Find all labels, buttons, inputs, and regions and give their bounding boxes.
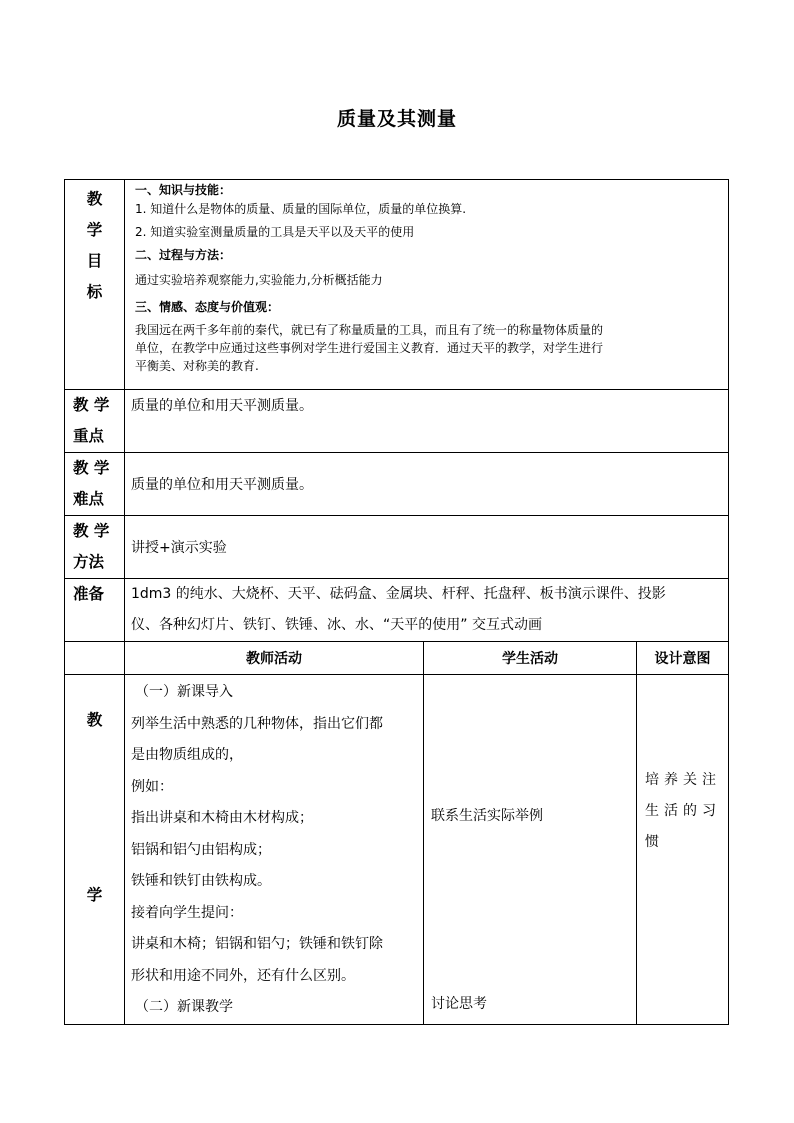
difficulties-row — [65, 453, 729, 516]
key-points-row — [65, 390, 729, 453]
knowledge-item-1: 1. 知道什么是物体的质量、质量的国际单位，质量的单位换算. — [135, 202, 467, 216]
design-intent: 培养关注生活的习惯 — [637, 675, 729, 1025]
student-activity — [424, 675, 637, 1025]
teacher-line: 讲桌和木椅；铝锅和铝勺；铁锤和铁钉除 — [131, 936, 383, 952]
label-line: 难点 — [73, 490, 105, 508]
attitude-line-1: 我国远在两千多年前的秦代，就已有了称量质量的工具，而且有了统一的称量物体质量的 — [135, 323, 604, 337]
objectives-label — [65, 180, 125, 390]
process-text: 通过实验培养观察能力,实验能力,分析概括能力 — [135, 273, 383, 287]
teacher-line: 铝锅和铝勺由铝构成； — [131, 841, 271, 858]
key-points-label — [65, 390, 125, 453]
difficulties-label — [65, 453, 125, 516]
teacher-line: 接着向学生提问： — [131, 904, 243, 921]
preparation-line-2: 仪、各种幻灯片、铁钉、铁锤、冰、水、“天平的使用” 交互式动画 — [131, 617, 542, 633]
difficulties-text: 质量的单位和用天平测质量。 — [125, 453, 729, 516]
activity-header-row — [65, 642, 729, 675]
student-item-1: 联系生活实际举例 — [431, 808, 543, 824]
teacher-line: 列举生活中熟悉的几种物体，指出它们都 — [131, 715, 383, 732]
page-title: 质量及其测量 — [336, 108, 457, 130]
teacher-line: 指出讲桌和木椅由木材构成； — [131, 810, 313, 826]
preparation-label: 准备 — [65, 579, 125, 642]
preparation-line-1: 1dm3 的纯水、大烧杯、天平、砝码盒、金属块、杆秤、托盘秤、板书演示课件、投影 — [131, 586, 666, 602]
label-char: 学 — [86, 886, 103, 904]
label-char: 教 — [86, 190, 103, 208]
teacher-line: 是由物质组成的， — [131, 747, 243, 763]
header-student: 学生活动 — [424, 642, 637, 675]
teacher-line: （二）新课教学 — [135, 999, 233, 1015]
objectives-content — [125, 180, 729, 390]
teacher-line: 例如： — [131, 778, 173, 795]
objectives-row — [65, 180, 729, 390]
label-char: 目 — [86, 252, 103, 270]
knowledge-heading: 一、知识与技能： — [135, 183, 232, 197]
method-row — [65, 516, 729, 579]
label-line: 教 学 — [73, 522, 110, 540]
label-line: 重点 — [73, 427, 105, 445]
header-empty — [65, 642, 125, 675]
teacher-line: 铁锤和铁钉由铁构成。 — [131, 873, 271, 889]
process-row — [65, 675, 729, 1025]
label-char: 学 — [86, 221, 103, 239]
label-line: 教 学 — [73, 396, 110, 414]
attitude-line-2: 单位，在教学中应通过这些事例对学生进行爱国主义教育．通过天平的教学，对学生进行 — [135, 341, 604, 355]
header-design: 设计意图 — [637, 642, 729, 675]
teacher-line: （一）新课导入 — [135, 684, 233, 700]
label-line: 教 学 — [73, 459, 110, 477]
key-points-text: 质量的单位和用天平测质量。 — [125, 390, 729, 453]
method-text: 讲授+演示实验 — [125, 516, 729, 579]
method-label — [65, 516, 125, 579]
attitude-heading: 三、情感、态度与价值观： — [135, 300, 280, 314]
attitude-line-3: 平衡美、对称美的教育. — [135, 359, 259, 373]
preparation-row — [65, 579, 729, 642]
label-char: 标 — [86, 283, 103, 301]
label-line: 方法 — [73, 553, 105, 571]
process-heading: 二、过程与方法： — [135, 248, 232, 262]
student-item-2: 讨论思考 — [431, 996, 487, 1012]
teacher-activity — [125, 675, 424, 1025]
knowledge-item-2: 2. 知道实验室测量质量的工具是天平以及天平的使用 — [135, 225, 415, 239]
lesson-plan-table — [64, 179, 729, 1025]
label-char: 教 — [86, 711, 103, 729]
header-teacher: 教师活动 — [125, 642, 424, 675]
teacher-line: 形状和用途不同外，还有什么区别。 — [131, 967, 355, 984]
preparation-text — [125, 579, 729, 642]
process-label — [65, 675, 125, 1025]
